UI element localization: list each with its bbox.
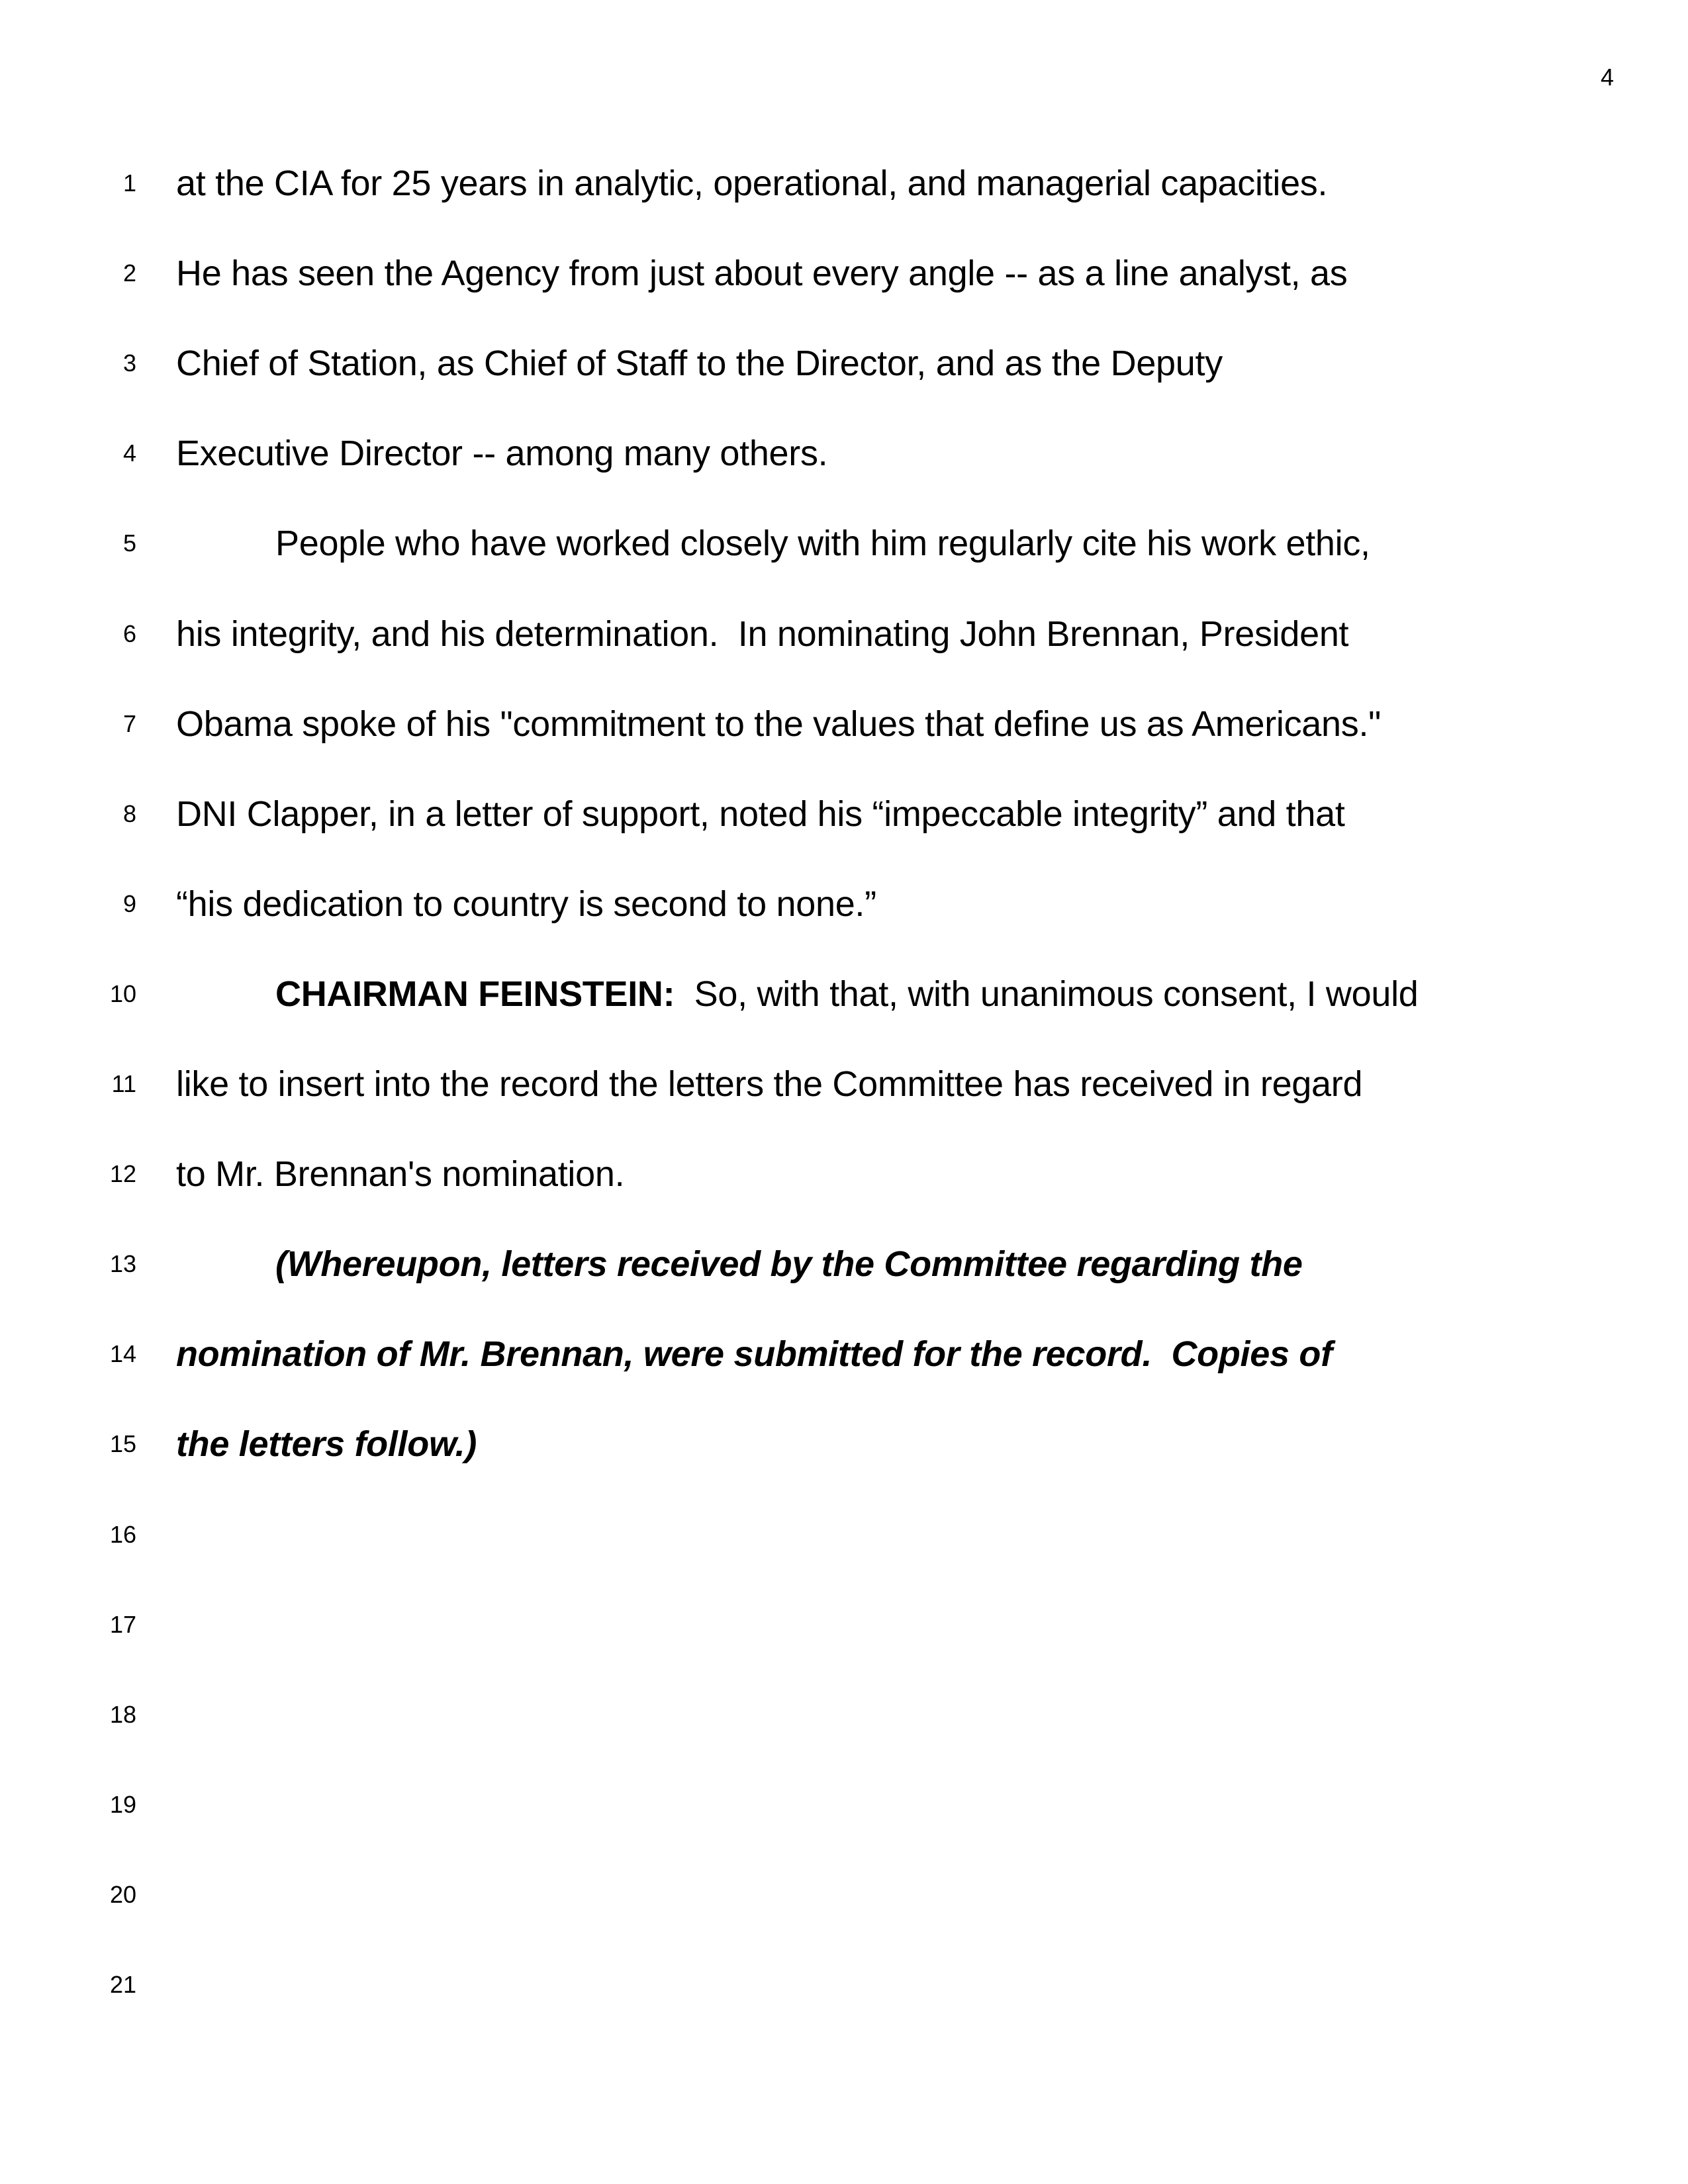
transcript-line — [0, 1328, 1688, 1381]
transcript-line — [0, 968, 1688, 1021]
speaker-label: CHAIRMAN FEINSTEIN: — [275, 974, 675, 1014]
line-text — [275, 968, 1419, 1021]
transcript-line — [0, 157, 1688, 210]
line-number: 10 — [109, 979, 136, 1007]
transcript-line — [0, 1778, 1688, 1831]
line-number: 16 — [109, 1520, 136, 1548]
line-text: Executive Director -- among many others. — [176, 433, 828, 474]
transcript-line — [0, 1868, 1688, 1921]
line-number: 19 — [109, 1790, 136, 1818]
line-text: his integrity, and his determination. In nominating John Brennan, President — [176, 614, 1349, 654]
transcript-line — [0, 698, 1688, 751]
line-number: 1 — [122, 169, 136, 197]
transcript-line — [0, 1688, 1688, 1741]
transcript-line — [0, 337, 1688, 390]
line-number: 9 — [122, 889, 136, 917]
transcript-line — [0, 878, 1688, 931]
line-number: 3 — [122, 349, 136, 377]
line-number: 21 — [109, 1971, 136, 1998]
line-number: 7 — [122, 709, 136, 737]
line-number: 4 — [122, 439, 136, 467]
transcript-line — [0, 1508, 1688, 1561]
line-text: DNI Clapper, in a letter of support, noted his “impeccable integrity” and that — [176, 794, 1345, 834]
speech-text: So, with that, with unanimous consent, I would — [675, 974, 1419, 1014]
line-number: 15 — [109, 1430, 136, 1458]
stage-direction-text: nomination of Mr. Brennan, were submitted for the record. Copies of — [176, 1334, 1333, 1375]
line-number: 6 — [122, 619, 136, 647]
transcript-line — [0, 1598, 1688, 1651]
line-text: to Mr. Brennan's nomination. — [176, 1154, 625, 1195]
transcript-line — [0, 247, 1688, 300]
line-text: “his dedication to country is second to none.” — [176, 884, 876, 924]
transcript-line — [0, 1238, 1688, 1291]
page-number: 4 — [1600, 64, 1614, 91]
line-number: 18 — [109, 1700, 136, 1728]
transcript-line — [0, 788, 1688, 841]
transcript-line — [0, 1058, 1688, 1111]
line-number: 13 — [109, 1250, 136, 1278]
line-number: 12 — [109, 1160, 136, 1188]
transcript-line — [0, 517, 1688, 570]
line-number: 2 — [122, 259, 136, 287]
line-number: 17 — [109, 1610, 136, 1638]
line-number: 20 — [109, 1880, 136, 1908]
line-text: He has seen the Agency from just about every angle -- as a line analyst, as — [176, 253, 1348, 294]
line-number: 11 — [111, 1070, 136, 1097]
line-number: 14 — [109, 1340, 136, 1368]
line-text: like to insert into the record the letters the Committee has received in regard — [176, 1064, 1363, 1104]
line-text: at the CIA for 25 years in analytic, operational, and managerial capacities. — [176, 163, 1328, 203]
transcript-line — [0, 608, 1688, 660]
stage-direction-text: (Whereupon, letters received by the Committee regarding the — [275, 1244, 1303, 1285]
transcript-line — [0, 1418, 1688, 1471]
line-text: Chief of Station, as Chief of Staff to the Director, and as the Deputy — [176, 343, 1223, 384]
line-number: 8 — [122, 799, 136, 827]
stage-direction-text: the letters follow.) — [176, 1424, 477, 1465]
line-number: 5 — [122, 529, 136, 557]
transcript-line — [0, 1148, 1688, 1201]
line-text: People who have worked closely with him regularly cite his work ethic, — [275, 523, 1370, 564]
line-text: Obama spoke of his "commitment to the values that define us as Americans." — [176, 704, 1382, 744]
transcript-line — [0, 1958, 1688, 2011]
transcript-line — [0, 427, 1688, 480]
